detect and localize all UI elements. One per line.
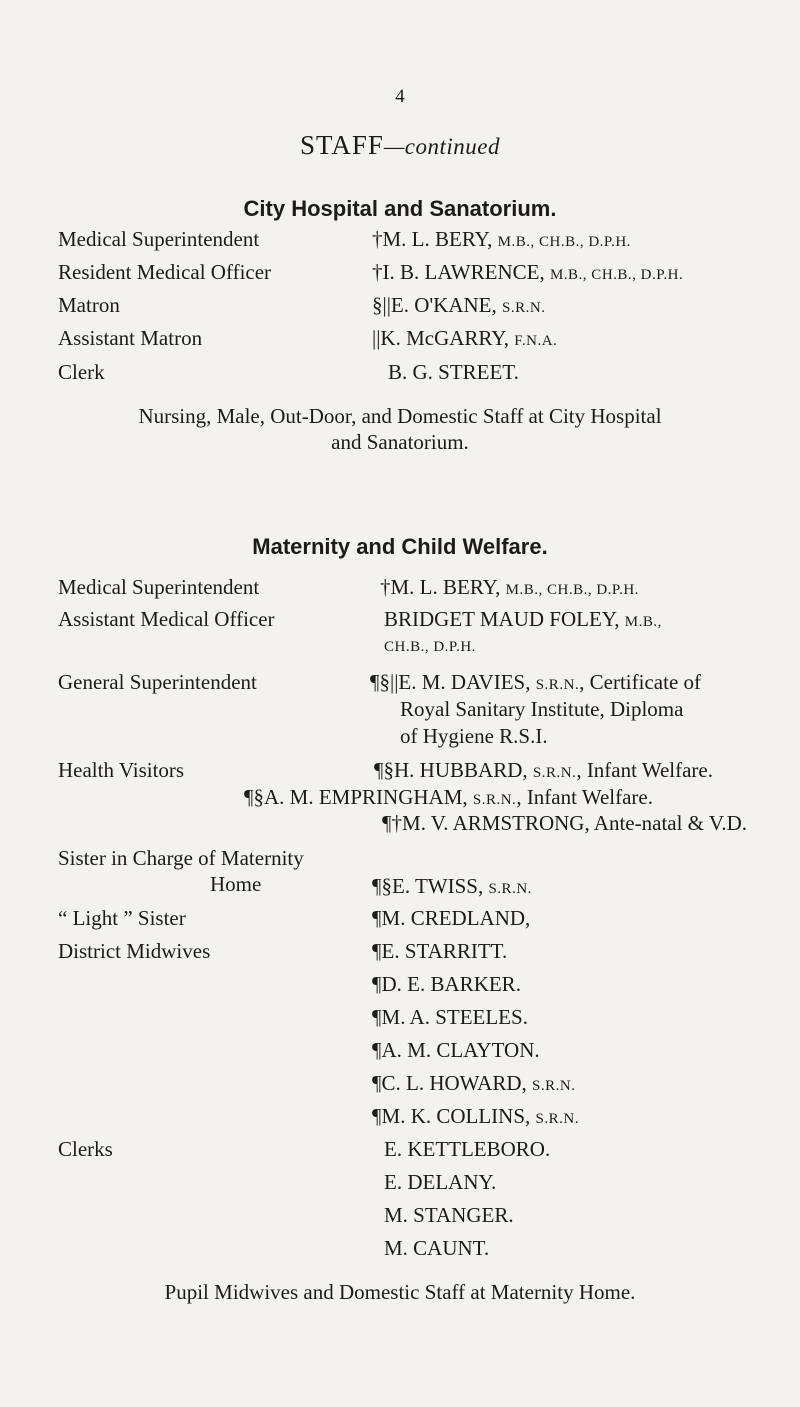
hospital-label-assistant-matron: Assistant Matron [58,326,203,350]
maternity-value-medical-superintendent: †M. L. BERY, M.B., CH.B., D.P.H. [380,575,639,599]
maternity-label-district-midwives: District Midwives [58,939,211,963]
hospital-note-line1: Nursing, Male, Out-Door, and Domestic Staff at City Hospital [138,404,662,428]
health-visitor-3: ¶†M. V. ARMSTRONG, Ante-natal & V.D. [382,811,748,835]
district-midwife-2: ¶D. E. BARKER. [372,972,521,996]
hospital-value-assistant-matron: ||K. McGARRY, F.N.A. [372,326,558,350]
page-number: 4 [395,86,405,107]
hospital-label-resident-medical-officer: Resident Medical Officer [58,260,272,284]
hospital-label-clerk: Clerk [58,360,105,384]
maternity-value-light-sister: ¶M. CREDLAND, [372,906,531,930]
maternity-label-sister-in-charge: Sister in Charge of Maternity [58,846,304,870]
maternity-value-general-superintendent-line3: of Hygiene R.S.I. [400,724,548,748]
maternity-value-general-superintendent-line2: Royal Sanitary Institute, Diploma [400,697,684,721]
hospital-label-medical-superintendent: Medical Superintendent [58,227,260,251]
district-midwife-4: ¶A. M. CLAYTON. [372,1038,540,1062]
maternity-value-general-superintendent-line1: ¶§||E. M. DAVIES, S.R.N., Certificate of [370,670,702,694]
hospital-label-matron: Matron [58,293,120,317]
title-suffix: —continued [383,134,501,159]
clerk-2: E. DELANY. [384,1170,497,1194]
maternity-label-health-visitors: Health Visitors [58,758,185,782]
health-visitor-1: ¶§H. HUBBARD, S.R.N., Infant Welfare. [374,758,713,782]
hospital-value-clerk: B. G. STREET. [388,360,519,384]
maternity-value-sister-in-charge: ¶§E. TWISS, S.R.N. [372,874,532,898]
hospital-heading: City Hospital and Sanatorium. [243,196,557,221]
maternity-heading: Maternity and Child Welfare. [252,534,548,559]
health-visitor-2: ¶§A. M. EMPRINGHAM, S.R.N., Infant Welfare. [244,785,653,809]
district-midwife-3: ¶M. A. STEELES. [372,1005,528,1029]
maternity-label-clerks: Clerks [58,1137,113,1161]
maternity-label-light-sister: “ Light ” Sister [58,906,186,930]
maternity-value-assistant-medical-officer: BRIDGET MAUD FOLEY, M.B., [384,607,662,631]
maternity-footer-note: Pupil Midwives and Domestic Staff at Maternity Home. [164,1280,636,1304]
title-main: STAFF [299,130,384,160]
hospital-value-matron: §||E. O'KANE, S.R.N. [372,293,546,317]
maternity-label-sister-in-charge-home: Home [210,872,262,896]
hospital-value-medical-superintendent: †M. L. BERY, M.B., CH.B., D.P.H. [372,227,631,251]
hospital-value-resident-medical-officer: †I. B. LAWRENCE, M.B., CH.B., D.P.H. [372,260,684,284]
district-midwife-6: ¶M. K. COLLINS, S.R.N. [372,1104,579,1128]
maternity-label-general-superintendent: General Superintendent [58,670,257,694]
district-midwife-5: ¶C. L. HOWARD, S.R.N. [372,1071,576,1095]
clerk-3: M. STANGER. [384,1203,514,1227]
district-midwife-1: ¶E. STARRITT. [372,939,508,963]
maternity-label-assistant-medical-officer: Assistant Medical Officer [58,607,275,631]
clerk-1: E. KETTLEBORO. [384,1137,551,1161]
maternity-label-medical-superintendent: Medical Superintendent [58,575,260,599]
hospital-note-line2: and Sanatorium. [331,430,469,454]
clerk-4: M. CAUNT. [384,1236,490,1260]
page-title [0,130,800,161]
maternity-value-assistant-medical-officer-quals: CH.B., D.P.H. [384,639,476,655]
